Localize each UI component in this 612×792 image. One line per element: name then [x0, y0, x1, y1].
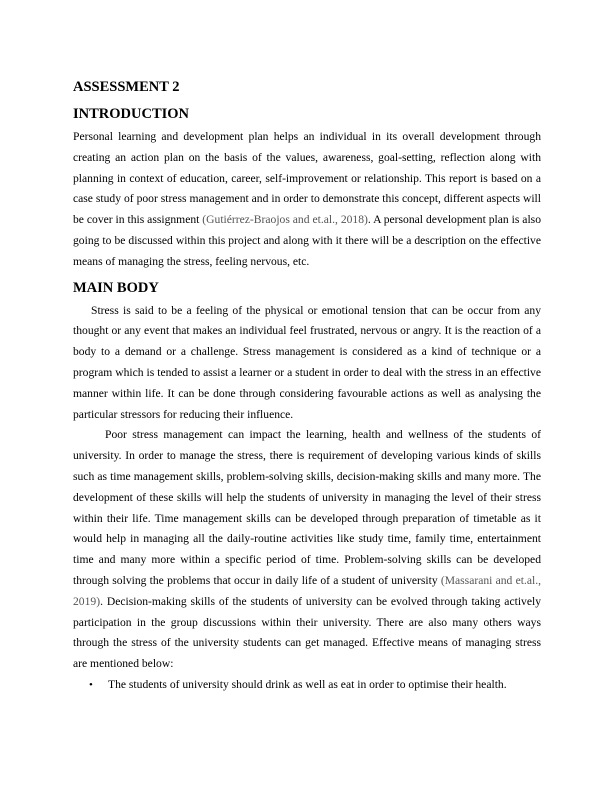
introduction-text-part2: . A personal development plan is also going to be discussed within this project and along with it there will be a description on the effective means of managing the stress, feeling nervous, etc.: [73, 213, 541, 268]
introduction-text-part1: Personal learning and development plan helps an individual in its overall development through creating an action plan on the basis of the values, awareness, goal-setting, reflection along with planning in context of education, career, self-improvement or relationship. This report is based on a case study of poor stress management and in order to demonstrate this concept, different aspects will be cover in this assignment: [73, 130, 541, 227]
paragraph-2-text-part2: . Decision-making skills of the students of university can be evolved through taking actively participation in the group discussions within their university. There are also many others ways through the stress of the university students can get managed. Effective means of managing stress are mentioned below:: [73, 594, 541, 671]
bullet-icon: •: [89, 678, 93, 691]
list-item-text: The students of university should drink as well as eat in order to optimise their health.: [108, 677, 507, 691]
paragraph-2-citation: (Massarani and et.al., 2019): [73, 573, 541, 608]
paragraph-2-text-part1: Poor stress management can impact the learning, health and wellness of the students of university. In order to manage the stress, there is requirement of developing various kinds of skills such as time management skills, problem-solving skills, decision-making skills and many more. The development of these skills will help the students of university in managing the level of their stress within their life. Time management skills can be developed through preparation of timetable as it would help in managing all the daily-routine activities like study time, family time, entertainment time and many more within a specific period of time. Problem-solving skills can be developed through solving the problems that occur in daily life of a student of university: [73, 428, 541, 587]
list-item: [73, 675, 541, 696]
main-body-paragraph-1: Stress is said to be a feeling of the physical or emotional tension that can be occur from any thought or any event that makes an individual feel frustrated, nervous or angry. It is the reaction of a body to a demand or a challenge. Stress management is considered as a kind of technique or a program which is tended to assist a learner or a student in order to deal with the stress in an effective manner within life. It can be done through considering favourable actions as well as analysing the particular stressors for reducing their influence.: [73, 303, 541, 421]
introduction-paragraph: [73, 127, 541, 273]
main-body-heading: MAIN BODY: [73, 279, 159, 296]
document-body: [73, 78, 541, 696]
main-body-paragraph-2: [73, 425, 541, 675]
introduction-citation: (Gutiérrez-Braojos and et.al., 2018): [202, 213, 368, 227]
stress-management-list: [73, 675, 541, 696]
introduction-heading: INTRODUCTION: [73, 106, 190, 122]
document-title: ASSESSMENT 2: [73, 79, 180, 95]
